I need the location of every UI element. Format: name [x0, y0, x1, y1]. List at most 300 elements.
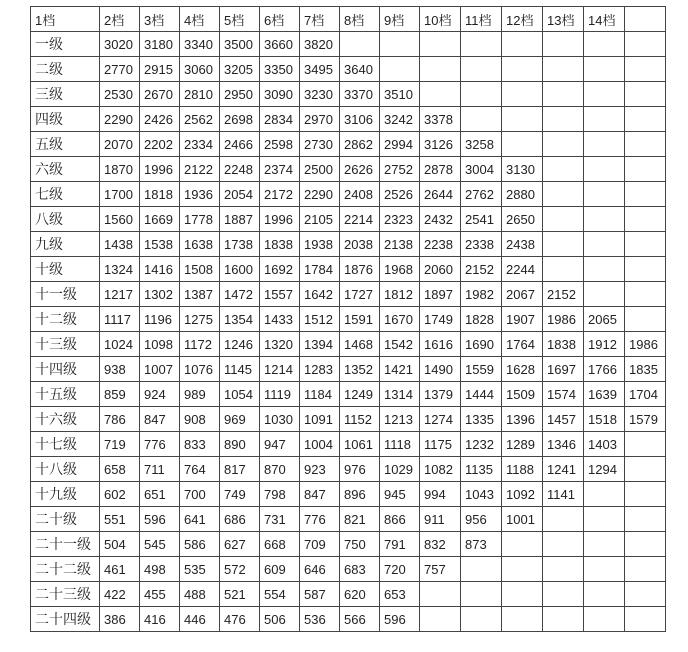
table-cell	[543, 607, 584, 632]
table-cell: 1396	[502, 407, 543, 432]
table-cell	[543, 232, 584, 257]
grade-label: 十一级	[31, 282, 100, 307]
table-cell	[461, 557, 502, 582]
table-cell: 551	[100, 507, 140, 532]
table-cell	[625, 32, 666, 57]
table-cell: 1241	[543, 457, 584, 482]
table-cell: 1591	[340, 307, 380, 332]
table-cell	[584, 532, 625, 557]
table-cell	[543, 582, 584, 607]
table-cell: 859	[100, 382, 140, 407]
table-cell	[584, 582, 625, 607]
table-row	[31, 132, 666, 157]
table-cell: 3378	[420, 107, 461, 132]
table-cell	[543, 82, 584, 107]
table-row	[31, 557, 666, 582]
table-cell: 938	[100, 357, 140, 382]
table-cell: 1542	[380, 332, 420, 357]
grade-label: 二十三级	[31, 582, 100, 607]
table-cell	[584, 557, 625, 582]
table-cell	[625, 457, 666, 482]
table-cell: 956	[461, 507, 502, 532]
table-cell	[543, 182, 584, 207]
table-cell: 1996	[260, 207, 300, 232]
table-cell: 446	[180, 607, 220, 632]
table-cell	[584, 607, 625, 632]
table-cell	[543, 207, 584, 232]
table-cell: 2752	[380, 157, 420, 182]
table-row	[31, 432, 666, 457]
table-cell: 1438	[100, 232, 140, 257]
table-cell: 1416	[140, 257, 180, 282]
table-cell: 596	[380, 607, 420, 632]
table-cell: 1117	[100, 307, 140, 332]
table-cell: 416	[140, 607, 180, 632]
table-cell: 2562	[180, 107, 220, 132]
grade-label: 三级	[31, 82, 100, 107]
table-cell: 3020	[100, 32, 140, 57]
table-cell: 1982	[461, 282, 502, 307]
header-cell: 1档	[31, 7, 100, 32]
table-cell: 1766	[584, 357, 625, 382]
table-cell: 2698	[220, 107, 260, 132]
table-cell: 947	[260, 432, 300, 457]
table-cell: 1320	[260, 332, 300, 357]
table-cell: 2878	[420, 157, 461, 182]
table-cell: 2138	[380, 232, 420, 257]
table-cell: 1887	[220, 207, 260, 232]
table-cell	[625, 157, 666, 182]
table-cell	[584, 282, 625, 307]
table-cell: 609	[260, 557, 300, 582]
table-cell: 2598	[260, 132, 300, 157]
table-cell: 488	[180, 582, 220, 607]
table-cell: 1996	[140, 157, 180, 182]
table-cell: 1912	[584, 332, 625, 357]
table-cell: 866	[380, 507, 420, 532]
table-cell: 1812	[380, 282, 420, 307]
table-cell: 711	[140, 457, 180, 482]
table-cell: 554	[260, 582, 300, 607]
table-cell: 3258	[461, 132, 502, 157]
grade-label: 二十二级	[31, 557, 100, 582]
table-cell	[625, 432, 666, 457]
table-row	[31, 57, 666, 82]
table-cell	[584, 257, 625, 282]
table-cell: 3130	[502, 157, 543, 182]
table-cell: 776	[140, 432, 180, 457]
table-cell: 1283	[300, 357, 340, 382]
table-cell	[461, 57, 502, 82]
table-cell: 1472	[220, 282, 260, 307]
table-cell: 2290	[100, 107, 140, 132]
grade-label: 十四级	[31, 357, 100, 382]
table-cell: 764	[180, 457, 220, 482]
table-row	[31, 532, 666, 557]
table-cell: 627	[220, 532, 260, 557]
table-cell	[625, 532, 666, 557]
table-cell: 1512	[300, 307, 340, 332]
table-row	[31, 82, 666, 107]
table-cell: 1188	[502, 457, 543, 482]
table-cell: 498	[140, 557, 180, 582]
table-cell: 1697	[543, 357, 584, 382]
table-cell: 3242	[380, 107, 420, 132]
table-cell: 1704	[625, 382, 666, 407]
table-row	[31, 32, 666, 57]
table-cell: 994	[420, 482, 461, 507]
table-cell	[380, 32, 420, 57]
table-header-row	[31, 7, 666, 32]
table-cell: 3230	[300, 82, 340, 107]
table-cell: 2105	[300, 207, 340, 232]
table-cell: 2054	[220, 182, 260, 207]
table-cell: 3510	[380, 82, 420, 107]
table-cell	[543, 57, 584, 82]
table-cell	[543, 507, 584, 532]
table-row	[31, 182, 666, 207]
grade-label: 十七级	[31, 432, 100, 457]
grade-label: 二级	[31, 57, 100, 82]
table-cell: 1670	[380, 307, 420, 332]
table-cell: 658	[100, 457, 140, 482]
table-cell: 821	[340, 507, 380, 532]
header-cell: 11档	[461, 7, 502, 32]
table-cell	[461, 607, 502, 632]
table-cell: 587	[300, 582, 340, 607]
table-cell: 3106	[340, 107, 380, 132]
table-cell: 1246	[220, 332, 260, 357]
table-cell: 1232	[461, 432, 502, 457]
table-cell: 2152	[461, 257, 502, 282]
table-cell: 1061	[340, 432, 380, 457]
table-cell	[584, 132, 625, 157]
table-cell: 700	[180, 482, 220, 507]
table-cell: 720	[380, 557, 420, 582]
table-cell: 1387	[180, 282, 220, 307]
table-cell	[461, 582, 502, 607]
grade-label: 二十级	[31, 507, 100, 532]
table-row	[31, 582, 666, 607]
table-row	[31, 157, 666, 182]
table-cell: 1518	[584, 407, 625, 432]
table-cell: 1145	[220, 357, 260, 382]
table-cell: 1897	[420, 282, 461, 307]
table-cell: 2862	[340, 132, 380, 157]
table-cell: 2626	[340, 157, 380, 182]
table-cell: 976	[340, 457, 380, 482]
table-cell: 2248	[220, 157, 260, 182]
table-cell: 521	[220, 582, 260, 607]
header-cell: 9档	[380, 7, 420, 32]
table-cell: 945	[380, 482, 420, 507]
table-row	[31, 232, 666, 257]
table-cell: 1098	[140, 332, 180, 357]
table-cell: 1457	[543, 407, 584, 432]
table-cell: 461	[100, 557, 140, 582]
table-cell: 2290	[300, 182, 340, 207]
table-cell: 2038	[340, 232, 380, 257]
table-cell: 3820	[300, 32, 340, 57]
table-cell: 545	[140, 532, 180, 557]
table-row	[31, 207, 666, 232]
table-cell: 2122	[180, 157, 220, 182]
table-cell: 1508	[180, 257, 220, 282]
table-cell: 2338	[461, 232, 502, 257]
grade-label: 七级	[31, 182, 100, 207]
table-cell: 1835	[625, 357, 666, 382]
table-cell	[625, 57, 666, 82]
table-cell: 1738	[220, 232, 260, 257]
table-cell: 1727	[340, 282, 380, 307]
table-cell: 1213	[380, 407, 420, 432]
table-cell: 2650	[502, 207, 543, 232]
table-cell: 1818	[140, 182, 180, 207]
table-cell	[420, 582, 461, 607]
table-cell	[380, 57, 420, 82]
table-cell: 2244	[502, 257, 543, 282]
table-cell: 1092	[502, 482, 543, 507]
table-cell: 683	[340, 557, 380, 582]
table-cell: 798	[260, 482, 300, 507]
header-cell: 10档	[420, 7, 461, 32]
table-cell: 2970	[300, 107, 340, 132]
table-cell: 1007	[140, 357, 180, 382]
table-cell	[502, 557, 543, 582]
table-cell: 833	[180, 432, 220, 457]
table-cell: 455	[140, 582, 180, 607]
table-cell: 817	[220, 457, 260, 482]
table-cell: 1302	[140, 282, 180, 307]
table-cell: 1579	[625, 407, 666, 432]
header-cell: 3档	[140, 7, 180, 32]
table-cell	[625, 557, 666, 582]
table-cell: 2466	[220, 132, 260, 157]
table-row	[31, 407, 666, 432]
table-cell: 832	[420, 532, 461, 557]
table-row	[31, 332, 666, 357]
grade-label: 一级	[31, 32, 100, 57]
table-row	[31, 357, 666, 382]
table-cell: 1324	[100, 257, 140, 282]
table-cell: 3060	[180, 57, 220, 82]
table-cell: 1335	[461, 407, 502, 432]
table-cell: 1828	[461, 307, 502, 332]
header-cell: 8档	[340, 7, 380, 32]
table-cell	[543, 557, 584, 582]
table-cell: 476	[220, 607, 260, 632]
table-cell: 847	[300, 482, 340, 507]
table-cell: 2432	[420, 207, 461, 232]
table-cell: 791	[380, 532, 420, 557]
header-cell: 12档	[502, 7, 543, 32]
grade-label: 九级	[31, 232, 100, 257]
table-cell: 2334	[180, 132, 220, 157]
table-cell	[543, 157, 584, 182]
table-cell	[625, 232, 666, 257]
table-cell: 3500	[220, 32, 260, 57]
table-cell	[625, 607, 666, 632]
table-cell: 969	[220, 407, 260, 432]
table-cell: 1135	[461, 457, 502, 482]
table-cell	[502, 107, 543, 132]
table-cell	[502, 82, 543, 107]
table-cell	[543, 107, 584, 132]
table-cell	[502, 607, 543, 632]
table-cell: 709	[300, 532, 340, 557]
table-cell: 1289	[502, 432, 543, 457]
table-cell: 2067	[502, 282, 543, 307]
table-cell: 3495	[300, 57, 340, 82]
table-cell: 1118	[380, 432, 420, 457]
table-cell: 1444	[461, 382, 502, 407]
table-cell: 1616	[420, 332, 461, 357]
table-cell: 911	[420, 507, 461, 532]
table-cell: 1175	[420, 432, 461, 457]
table-cell	[625, 132, 666, 157]
table-cell: 3660	[260, 32, 300, 57]
table-cell	[584, 232, 625, 257]
table-cell: 1509	[502, 382, 543, 407]
table-cell: 686	[220, 507, 260, 532]
table-cell	[625, 282, 666, 307]
table-cell	[625, 507, 666, 532]
table-cell: 1314	[380, 382, 420, 407]
table-cell: 1986	[625, 332, 666, 357]
table-cell: 2172	[260, 182, 300, 207]
table-cell	[584, 182, 625, 207]
table-cell: 1559	[461, 357, 502, 382]
table-cell: 566	[340, 607, 380, 632]
table-cell: 2530	[100, 82, 140, 107]
table-cell	[461, 82, 502, 107]
table-cell: 1082	[420, 457, 461, 482]
table-cell: 1275	[180, 307, 220, 332]
table-cell: 989	[180, 382, 220, 407]
table-cell: 2994	[380, 132, 420, 157]
table-cell: 1538	[140, 232, 180, 257]
table-cell: 1184	[300, 382, 340, 407]
table-cell: 1557	[260, 282, 300, 307]
table-cell: 2238	[420, 232, 461, 257]
table-cell: 668	[260, 532, 300, 557]
table-cell	[502, 132, 543, 157]
table-cell: 2408	[340, 182, 380, 207]
table-cell: 653	[380, 582, 420, 607]
table-cell: 1001	[502, 507, 543, 532]
table-cell: 1600	[220, 257, 260, 282]
table-cell: 620	[340, 582, 380, 607]
table-cell: 1076	[180, 357, 220, 382]
table-cell: 1043	[461, 482, 502, 507]
table-cell: 923	[300, 457, 340, 482]
table-cell: 1468	[340, 332, 380, 357]
table-cell: 2500	[300, 157, 340, 182]
table-cell: 2810	[180, 82, 220, 107]
table-body	[31, 7, 666, 632]
table-cell	[543, 257, 584, 282]
table-row	[31, 457, 666, 482]
table-cell: 1690	[461, 332, 502, 357]
grade-label: 二十四级	[31, 607, 100, 632]
table-row	[31, 282, 666, 307]
table-cell: 1838	[543, 332, 584, 357]
table-cell	[625, 207, 666, 232]
table-cell	[584, 482, 625, 507]
table-cell: 2730	[300, 132, 340, 157]
table-cell: 1152	[340, 407, 380, 432]
table-cell: 1433	[260, 307, 300, 332]
grade-label: 二十一级	[31, 532, 100, 557]
table-cell	[625, 257, 666, 282]
table-cell: 535	[180, 557, 220, 582]
header-cell	[625, 7, 666, 32]
table-cell: 757	[420, 557, 461, 582]
table-cell: 2834	[260, 107, 300, 132]
table-cell	[584, 32, 625, 57]
table-cell: 908	[180, 407, 220, 432]
table-cell: 1574	[543, 382, 584, 407]
table-cell	[584, 107, 625, 132]
grade-label: 十二级	[31, 307, 100, 332]
table-cell: 3004	[461, 157, 502, 182]
grade-label: 十五级	[31, 382, 100, 407]
table-cell: 1907	[502, 307, 543, 332]
table-cell: 504	[100, 532, 140, 557]
table-cell	[625, 582, 666, 607]
table-cell: 3205	[220, 57, 260, 82]
table-cell	[625, 107, 666, 132]
table-cell: 1968	[380, 257, 420, 282]
table-cell: 1692	[260, 257, 300, 282]
table-cell: 1346	[543, 432, 584, 457]
table-cell: 1214	[260, 357, 300, 382]
table-cell: 924	[140, 382, 180, 407]
table-cell	[340, 32, 380, 57]
table-cell	[625, 82, 666, 107]
grade-label: 十八级	[31, 457, 100, 482]
salary-grade-table	[30, 6, 666, 632]
table-cell: 2770	[100, 57, 140, 82]
header-cell: 2档	[100, 7, 140, 32]
table-cell: 1091	[300, 407, 340, 432]
table-cell: 1639	[584, 382, 625, 407]
table-cell: 1274	[420, 407, 461, 432]
grade-label: 十六级	[31, 407, 100, 432]
table-cell: 386	[100, 607, 140, 632]
table-row	[31, 382, 666, 407]
table-cell: 2541	[461, 207, 502, 232]
table-cell: 3126	[420, 132, 461, 157]
table-cell: 750	[340, 532, 380, 557]
table-cell: 422	[100, 582, 140, 607]
table-cell: 2644	[420, 182, 461, 207]
table-cell: 1029	[380, 457, 420, 482]
table-cell: 1638	[180, 232, 220, 257]
table-cell	[543, 32, 584, 57]
table-cell	[461, 107, 502, 132]
grade-label: 六级	[31, 157, 100, 182]
table-row	[31, 507, 666, 532]
table-row	[31, 307, 666, 332]
table-cell: 1030	[260, 407, 300, 432]
table-cell	[625, 307, 666, 332]
table-cell: 2438	[502, 232, 543, 257]
table-cell: 2915	[140, 57, 180, 82]
table-cell	[420, 82, 461, 107]
table-cell: 870	[260, 457, 300, 482]
table-cell: 2762	[461, 182, 502, 207]
